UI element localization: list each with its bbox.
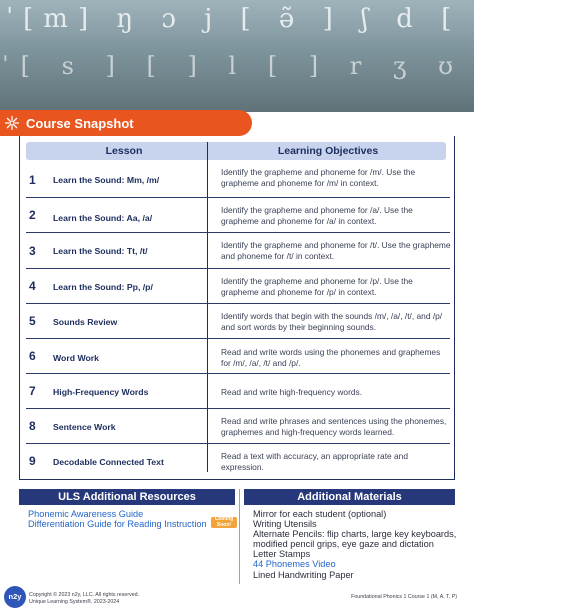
- table-row: [26, 374, 450, 409]
- learning-objective: Read a text with accuracy, an appropriate rate and expression.: [221, 451, 408, 472]
- course-snapshot-tab: [0, 110, 252, 136]
- lesson-title: Learn the Sound: Mm, /m/: [53, 175, 160, 185]
- chalk-symbols-row-1: ˈ[m] ŋ ɔ j [ ə̃ ] ʃ d [ θ ] ɛ: [6, 4, 585, 34]
- lesson-number: 6: [29, 349, 36, 363]
- lesson-number: 8: [29, 419, 36, 433]
- table-row: [26, 198, 450, 233]
- flower-icon: [4, 115, 20, 131]
- lesson-number: 2: [29, 208, 36, 222]
- section-divider: [239, 489, 240, 584]
- copyright-text: Copyright © 2023 n2y, LLC. All rights reserved.: [29, 592, 140, 598]
- lesson-title: Learn the Sound: Pp, /p/: [53, 282, 153, 292]
- table-row: [26, 339, 450, 374]
- course-snapshot-title: Course Snapshot: [26, 115, 134, 131]
- lesson-column-header: Lesson: [26, 142, 222, 160]
- table-row: [26, 234, 450, 269]
- lesson-title: Sounds Review: [53, 317, 118, 327]
- learning-objective: Identify the grapheme and phoneme for /a/. Use the grapheme and phoneme for /a/ in context.: [221, 205, 413, 226]
- n2y-logo: n2y: [4, 586, 26, 608]
- lesson-number: 1: [29, 173, 36, 187]
- lesson-number: 4: [29, 279, 36, 293]
- lesson-number: 7: [29, 384, 36, 398]
- header-banner-image: [0, 0, 585, 112]
- course-name: Foundational Phonics 1 Course 1 (M, A, T, P): [351, 594, 457, 600]
- lesson-title: Learn the Sound: Aa, /a/: [53, 213, 153, 223]
- learning-objective: Read and write high-frequency words.: [221, 387, 363, 397]
- learning-objective: Identify the grapheme and phoneme for /m/. Use the grapheme and phoneme for /m/ in context.: [221, 167, 416, 188]
- lesson-title: Sentence Work: [53, 422, 116, 432]
- table-row: [26, 304, 450, 339]
- lesson-title: Decodable Connected Text: [53, 457, 164, 467]
- material-item: Lined Handwriting Paper: [253, 570, 354, 580]
- material-item: Alternate Pencils: flip charts, large key keyboards,: [253, 529, 457, 539]
- trademark-text: Unique Learning System®, 2023-2024: [29, 599, 120, 605]
- lesson-number: 3: [29, 244, 36, 258]
- lesson-title: High-Frequency Words: [53, 387, 149, 397]
- lesson-title: Learn the Sound: Tt, /t/: [53, 246, 148, 256]
- coming-soon-badge: Coming Soon!: [211, 517, 237, 528]
- learning-objective: Identify the grapheme and phoneme for /p/. Use the grapheme and phoneme for /p/ in context.: [221, 276, 413, 297]
- table-row: [26, 444, 450, 479]
- lesson-number: 9: [29, 454, 36, 468]
- table-row: [26, 269, 450, 304]
- objectives-column-header: Learning Objectives: [210, 142, 446, 160]
- table-row: [26, 409, 450, 444]
- course-snapshot-table: [19, 136, 455, 480]
- material-item: Letter Stamps: [253, 549, 311, 559]
- material-item: Writing Utensils: [253, 519, 317, 529]
- table-row: [26, 163, 450, 198]
- learning-objective: Read and write phrases and sentences using the phonemes, graphemes and high-frequency words learned.: [221, 416, 447, 437]
- uls-resources-header: ULS Additional Resources: [19, 489, 235, 505]
- lesson-title: Word Work: [53, 353, 100, 363]
- phonemic-awareness-guide-link[interactable]: Phonemic Awareness Guide: [28, 509, 144, 519]
- learning-objective: Read and write words using the phonemes and graphemes for /m/, /a/, /t/ and /p/.: [221, 347, 441, 368]
- chalk-symbols-row-2: ˈ[ s ] [ ] l [ ] r ʒ ʊ ɹ: [2, 52, 509, 80]
- lesson-number: 5: [29, 314, 36, 328]
- learning-objective: Identify the grapheme and phoneme for /t/. Use the grapheme and phoneme for /t/ in context.: [221, 240, 451, 261]
- differentiation-guide-link[interactable]: Differentiation Guide for Reading Instruction: [28, 519, 207, 529]
- material-item: modified pencil grips, eye gaze and dictation: [253, 539, 434, 549]
- material-item: Mirror for each student (optional): [253, 509, 387, 519]
- phonemes-video-link[interactable]: 44 Phonemes Video: [253, 559, 336, 569]
- learning-objective: Identify words that begin with the sounds /m/, /a/, /t/, and /p/ and sort words by their beginning sounds.: [221, 311, 443, 332]
- additional-materials-header: Additional Materials: [244, 489, 455, 505]
